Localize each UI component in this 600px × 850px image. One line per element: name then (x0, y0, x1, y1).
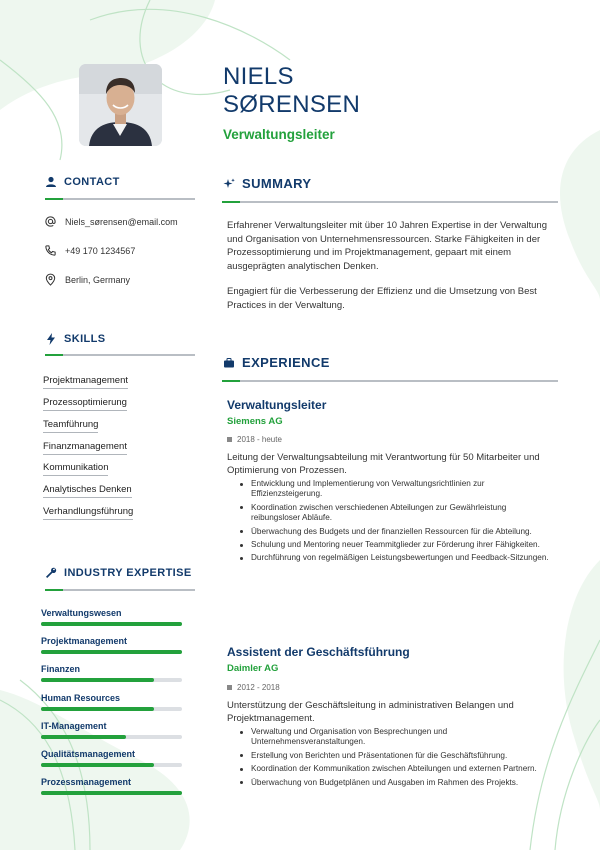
expertise-bar-fill (41, 678, 154, 682)
bullet-item: Koordination der Kommunikation zwischen Abteilungen und externen Partnern. (239, 764, 549, 774)
expertise-bar-track (41, 678, 182, 682)
skill-item: Finanzmanagement (43, 441, 127, 455)
expertise-item (41, 749, 182, 767)
name-last: SØRENSEN (223, 91, 361, 118)
expertise-item (41, 664, 182, 682)
job-company: Siemens AG (227, 416, 283, 427)
skill-item: Verhandlungsführung (43, 506, 133, 520)
expertise-item (41, 777, 182, 795)
expertise-bar-track (41, 650, 182, 654)
job-description: Unterstützung der Geschäftsleitung in administrativen Belangen und Projektmanagement. (227, 700, 514, 724)
skill-item: Teamführung (43, 419, 98, 433)
expertise-label: Qualitätsmanagement (41, 749, 136, 759)
sparkle-icon (223, 178, 235, 190)
bullet-item: Schulung und Mentoring neuer Teammitglieder zur Förderung ihrer Fähigkeiten. (239, 540, 549, 550)
summary-rule (222, 201, 558, 203)
job-role: Assistent der Geschäftsführung (227, 645, 410, 659)
expertise-item (41, 636, 182, 654)
bullet-item: Koordination zwischen verschiedenen Abteilungen zur Gewährleistung reibungsloser Abläufe. (239, 503, 549, 524)
skills-heading (45, 333, 106, 345)
calendar-icon (227, 685, 232, 690)
bullet-item: Durchführung von regelmäßigen Leistungsbewertungen und Feedback-Sitzungen. (239, 553, 549, 563)
candidate-name (223, 63, 360, 119)
bullet-item: Überwachung von Budgetplänen und Ausgaben im Rahmen des Projekts. (239, 778, 549, 788)
phone-text: +49 170 1234567 (65, 245, 136, 256)
briefcase-icon (223, 357, 235, 369)
bullet-item: Überwachung des Budgets und der finanziellen Ressourcen für die Abteilung. (239, 527, 549, 537)
bullet-item: Erstellung von Berichten und Präsentationen für die Geschäftsführung. (239, 751, 549, 761)
expertise-bar-fill (41, 735, 126, 739)
job-bullets (239, 727, 549, 791)
job-dates (227, 435, 282, 444)
location-text: Berlin, Germany (65, 274, 131, 285)
skill-item: Kommunikation (43, 462, 108, 476)
expertise-heading-label: INDUSTRY EXPERTISE (64, 567, 192, 579)
expertise-bar-track (41, 735, 182, 739)
job-dates-text: 2018 - heute (237, 435, 282, 444)
person-icon (45, 176, 57, 188)
contact-heading-label: CONTACT (64, 176, 120, 188)
contact-rule (45, 198, 195, 200)
expertise-bar-track (41, 622, 182, 626)
job-company: Daimler AG (227, 663, 279, 674)
at-icon (44, 215, 57, 228)
expertise-bar-track (41, 707, 182, 711)
expertise-bar-fill (41, 650, 182, 654)
expertise-bar-track (41, 763, 182, 767)
skill-item: Analytisches Denken (43, 484, 132, 498)
skills-heading-label: SKILLS (64, 333, 106, 345)
job-bullets (239, 479, 549, 567)
job-dates (227, 683, 280, 692)
skill-item: Prozessoptimierung (43, 397, 127, 411)
contact-email (44, 215, 178, 228)
email-text: Niels_sørensen@email.com (65, 216, 178, 227)
lightning-icon (45, 333, 57, 345)
expertise-label: Prozessmanagement (41, 777, 132, 787)
job-description: Leitung der Verwaltungsabteilung mit Verantwortung für 50 Mitarbeiter und Optimierung von Prozessen. (227, 452, 540, 476)
contact-heading (45, 176, 120, 188)
expertise-label: IT-Management (41, 721, 107, 731)
summary-heading (223, 176, 311, 191)
summary-paragraph-1: Erfahrener Verwaltungsleiter mit über 10 Jahren Expertise in der Verwaltung und Organisation von Unternehmensressourcen. Starke Fähigkeiten in der Prozessoptimierung und im Projektmanagement, gepaart mit einem ausgeprägten analytischen Denken. (227, 220, 548, 272)
summary-heading-label: SUMMARY (242, 176, 312, 191)
expertise-bar-fill (41, 622, 182, 626)
expertise-label: Finanzen (41, 664, 81, 674)
expertise-heading (45, 567, 192, 579)
skill-item: Projektmanagement (43, 375, 128, 389)
summary-paragraph-2: Engagiert für die Verbesserung der Effizienz und die Umsetzung von Best Practices in der Verwaltung. (227, 286, 537, 311)
expertise-item (41, 693, 182, 711)
expertise-item (41, 721, 182, 739)
bullet-item: Entwicklung und Implementierung von Verwaltungsrichtlinien zur Effizienzsteigerung. (239, 479, 549, 500)
expertise-rule (45, 589, 195, 591)
experience-rule (222, 380, 558, 382)
name-first: NIELS (223, 63, 294, 90)
job-role: Verwaltungsleiter (227, 398, 327, 412)
bullet-item: Verwaltung und Organisation von Besprechungen und Unternehmensveranstaltungen. (239, 727, 549, 748)
expertise-bar-fill (41, 791, 182, 795)
expertise-item (41, 608, 182, 626)
experience-heading-label: EXPERIENCE (242, 355, 330, 370)
job-title: Verwaltungsleiter (223, 127, 335, 142)
location-pin-icon (44, 273, 57, 286)
contact-phone (44, 244, 135, 257)
expertise-label: Human Resources (41, 693, 121, 703)
calendar-icon (227, 437, 232, 442)
expertise-label: Verwaltungswesen (41, 608, 122, 618)
expertise-bar-fill (41, 763, 154, 767)
experience-heading (223, 355, 330, 370)
expertise-label: Projektmanagement (41, 636, 128, 646)
wrench-icon (45, 567, 57, 579)
expertise-bar-fill (41, 707, 154, 711)
phone-icon (44, 244, 57, 257)
profile-photo (79, 64, 162, 146)
skills-rule (45, 354, 195, 356)
contact-location (44, 273, 130, 286)
job-dates-text: 2012 - 2018 (237, 683, 280, 692)
expertise-bar-track (41, 791, 182, 795)
